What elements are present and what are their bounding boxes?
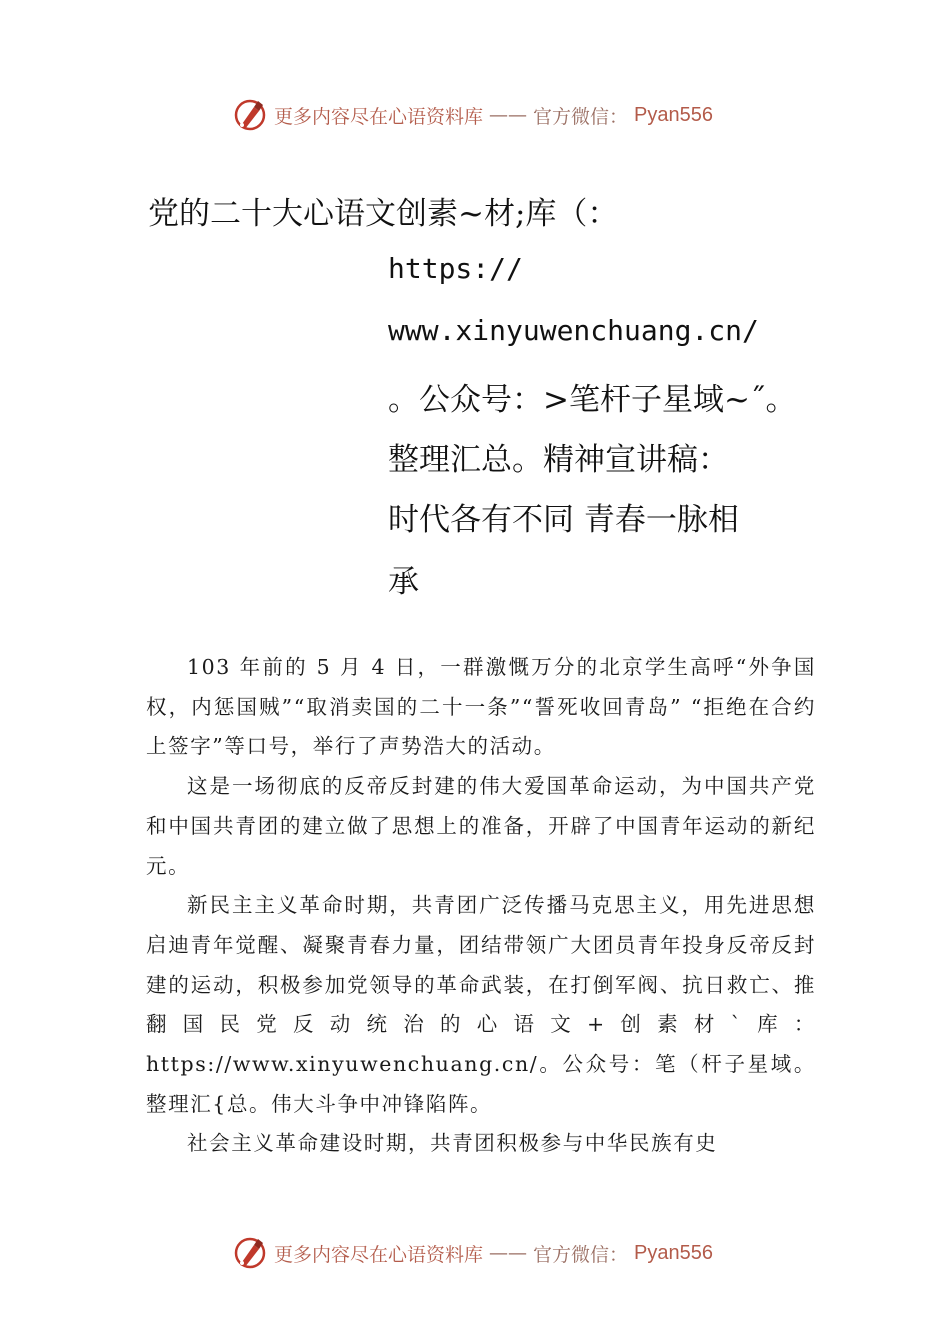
title-line-4: 。公众号：>笔杆子星域~˝。 <box>388 382 797 418</box>
pen-logo-icon <box>232 1235 268 1271</box>
title-line-5: 整理汇总。精神宣讲稿： <box>388 442 729 478</box>
paragraph: 这是一场彻底的反帝反封建的伟大爱国革命运动，为中国共产党和中国共青团的建立做了思想上的准备，开辟了中国青年运动的新纪元。 <box>146 774 816 878</box>
article-body <box>146 648 816 1164</box>
footer-banner <box>232 1233 732 1273</box>
title-line-2: https:// <box>388 252 523 285</box>
paragraph: 新民主主义革命时期，共青团广泛传播马克思主义，用先进思想启迪青年觉醒、凝聚青春力量，团结带领广大团员青年投身反帝反封建的运动，积极参加党领导的革命武装，在打倒军阀、抗日救亡、推翻国民党反动统治的心语文+创素材`库：https://www.xinyuwenchuang.cn/。公众号：笔（杆子星域。整理汇{总。伟大斗争中冲锋陷阵。 <box>146 893 816 1116</box>
title-line-1: 党的二十大心语文创素~材;库（： <box>148 196 619 232</box>
header-banner <box>232 95 732 135</box>
footer-wechat-label: 官方微信： <box>533 1243 629 1266</box>
title-line-7: 承 <box>388 564 419 600</box>
header-dash: —— <box>489 104 528 126</box>
footer-slogan: 更多内容尽在心语资料库 <box>274 1243 484 1266</box>
header-wechat-label: 官方微信： <box>533 105 629 128</box>
header-wechat-id: Pyan556 <box>634 103 713 126</box>
paragraph: 103 年前的 5 月 4 日，一群激慨万分的北京学生高呼“外争国权，内惩国贼”“取消卖国的二十一条”“誓死收回青岛” “拒绝在合约上签字”等口号，举行了声势浩大的活动。 <box>146 655 816 759</box>
title-line-6: 时代各有不同 青春一脉相 <box>388 502 739 538</box>
header-slogan: 更多内容尽在心语资料库 <box>274 105 484 128</box>
paragraph: 社会主义革命建设时期，共青团积极参与中华民族有史 <box>187 1131 718 1156</box>
pen-logo-icon <box>232 97 268 133</box>
footer-wechat-id: Pyan556 <box>634 1241 713 1264</box>
title-line-3: www.xinyuwenchuang.cn/ <box>388 314 759 347</box>
footer-dash: —— <box>489 1242 528 1264</box>
